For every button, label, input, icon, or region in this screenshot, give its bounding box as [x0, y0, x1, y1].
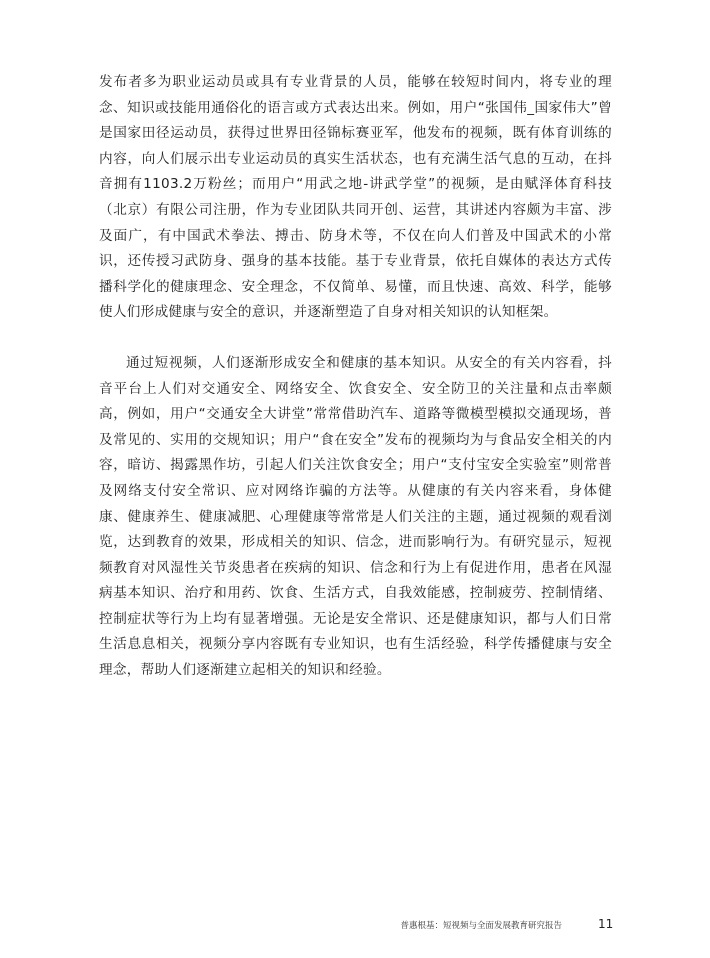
page-number: 11: [598, 917, 614, 931]
body-text: [99, 70, 612, 684]
paragraph: 通过短视频，人们逐渐形成安全和健康的基本知识。从安全的有关内容看，抖音平台上人们对交通安全、网络安全、饮食安全、安全防卫的关注量和点击率颇高，例如，用户“交通安全大讲堂”常常借助汽车、道路等微模型模拟交通现场，普及常见的、实用的交规知识；用户“食在安全”发布的视频均为与食品安全相关的内容，暗访、揭露黑作坊，引起人们关注饮食安全；用户“支付宝安全实验室”则常普及网络支付安全常识、应对网络诈骗的方法等。从健康的有关内容来看，身体健康、健康养生、健康减肥、心理健康等常常是人们关注的主题，通过视频的观看浏览，达到教育的效果，形成相关的知识、信念，进而影响行为。有研究显示，短视频教育对风湿性关节炎患者在疾病的知识、信念和行为上有促进作用，患者在风湿病基本知识、治疗和用药、饮食、生活方式，自我效能感，控制疲劳、控制情绪、控制症状等行为上均有显著增强。无论是安全常识、还是健康知识，都与人们日常生活息息相关，视频分享内容既有专业知识，也有生活经验，科学传播健康与安全理念，帮助人们逐渐建立起相关的知识和经验。: [99, 354, 612, 679]
page-footer: [0, 917, 710, 933]
footer-report-title: 普惠根基：短视频与全面发展教育研究报告: [400, 921, 562, 931]
paragraph: 发布者多为职业运动员或具有专业背景的人员，能够在较短时间内，将专业的理念、知识或技能用通俗化的语言或方式表达出来。例如，用户“张国伟_国家伟大”曾是国家田径运动员，获得过世界田径锦标赛亚军，他发布的视频，既有体育训练的内容，向人们展示出专业运动员的真实生活状态，也有充满生活气息的互动，在抖音拥有1103.2万粉丝；而用户“用武之地-讲武学堂”的视频，是由赋泽体育科技（北京）有限公司注册，作为专业团队共同开创、运营，其讲述内容颇为丰富、涉及面广，有中国武术拳法、搏击、防身术等，不仅在向人们普及中国武术的小常识，还传授习武防身、强身的基本技能。基于专业背景，依托自媒体的表达方式传播科学化的健康理念、安全理念，不仅简单、易懂，而且快速、高效、科学，能够使人们形成健康与安全的意识，并逐渐塑造了自身对相关知识的认知框架。: [99, 74, 612, 321]
